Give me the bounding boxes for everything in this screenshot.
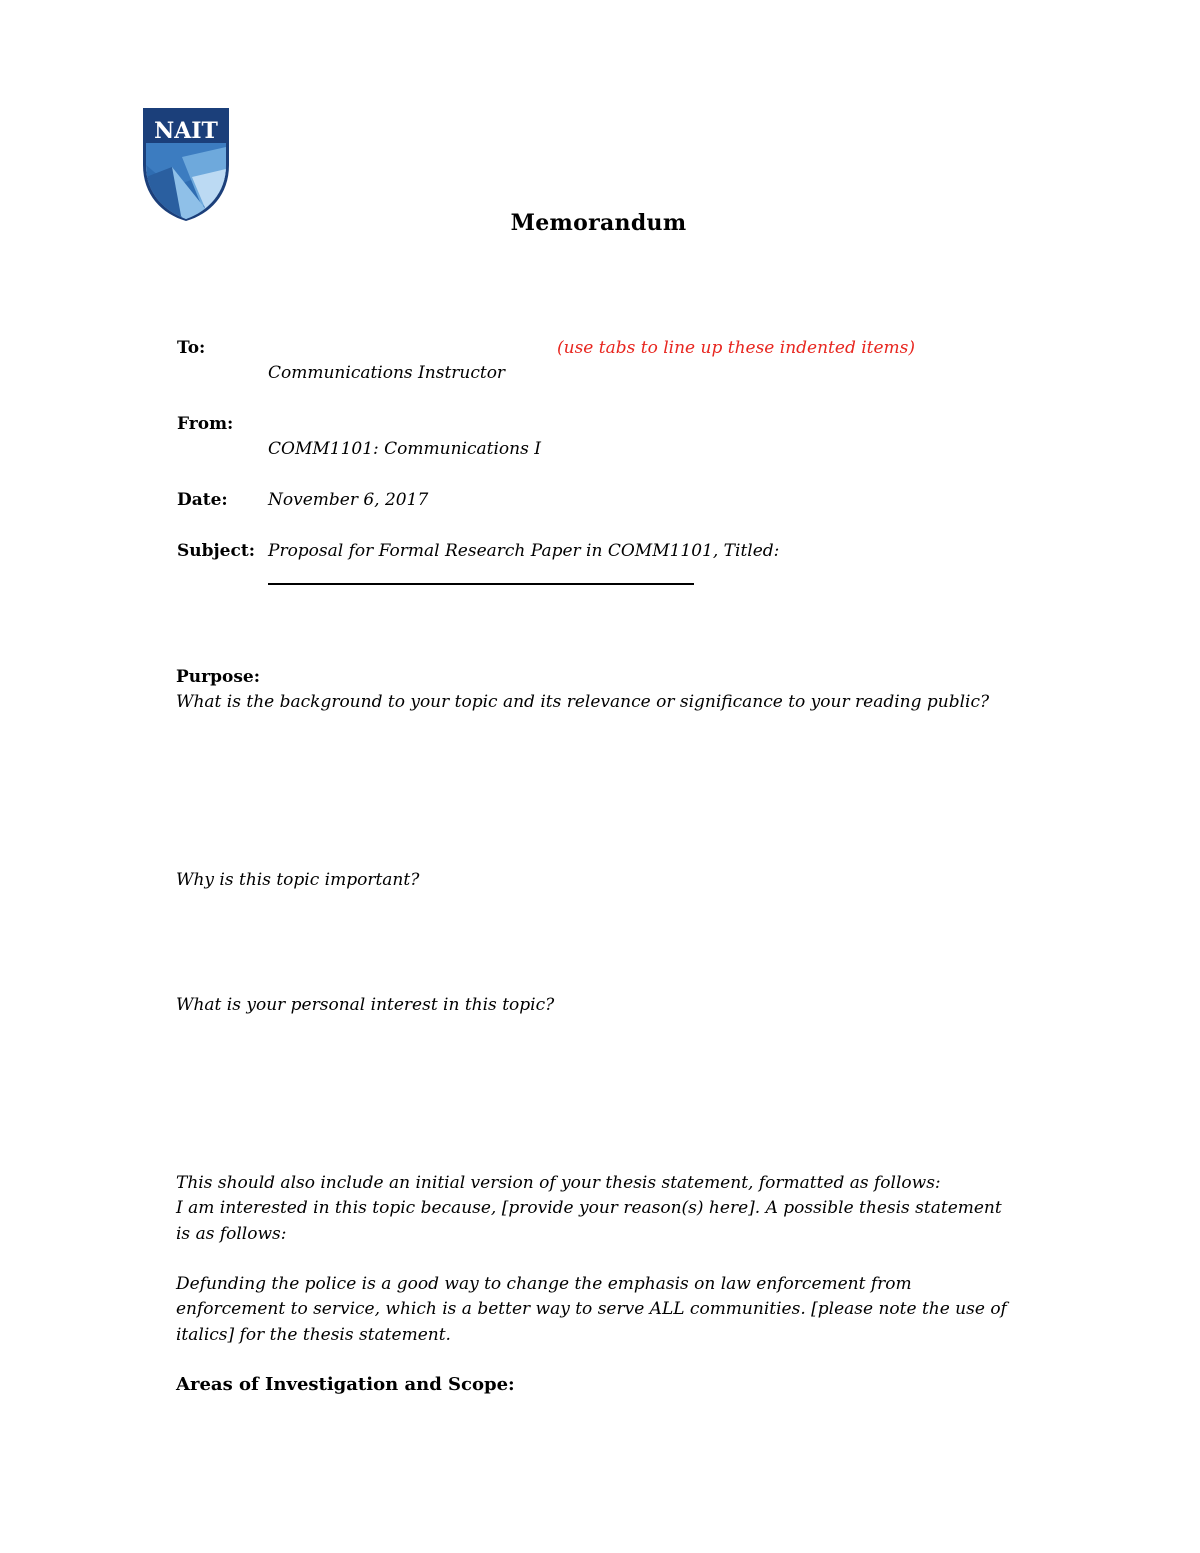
date-label: Date: bbox=[177, 490, 228, 510]
thesis-example-line: Defunding the police is a good way to change the emphasis on law enforcement from bbox=[176, 1274, 912, 1294]
logo-text: NAIT bbox=[154, 118, 218, 144]
thesis-instructions-line: is as follows: bbox=[176, 1223, 287, 1244]
thesis-example bbox=[176, 1272, 1036, 1348]
thesis-instructions-line: I am interested in this topic because, [provide your reason(s) here]. A possible thesis statement bbox=[176, 1198, 1002, 1219]
date-value: November 6, 2017 bbox=[268, 490, 429, 510]
to-value: Communications Instructor bbox=[268, 363, 506, 383]
purpose-question-importance: Why is this topic important? bbox=[176, 870, 420, 890]
thesis-instructions bbox=[176, 1171, 1036, 1247]
subject-value: Proposal for Formal Research Paper in COMM1101, Titled: bbox=[268, 541, 780, 561]
purpose-question-background: What is the background to your topic and its relevance or significance to your reading public? bbox=[176, 692, 990, 712]
purpose-question-interest: What is your personal interest in this topic? bbox=[176, 995, 555, 1015]
purpose-heading: Purpose: bbox=[176, 667, 260, 687]
thesis-example-line: italics] for the thesis statement. bbox=[176, 1324, 451, 1345]
page-title: Memorandum bbox=[510, 210, 687, 236]
thesis-instructions-line: This should also include an initial version of your thesis statement, formatted as follows: bbox=[176, 1173, 941, 1193]
to-label: To: bbox=[177, 338, 206, 358]
title-blank-line bbox=[268, 583, 694, 585]
subject-label: Subject: bbox=[177, 541, 255, 561]
nait-logo bbox=[142, 107, 230, 221]
thesis-example-line: enforcement to service, which is a better way to serve ALL communities. [please note the use of bbox=[176, 1299, 1007, 1320]
from-value: COMM1101: Communications I bbox=[268, 439, 541, 459]
areas-heading: Areas of Investigation and Scope: bbox=[176, 1374, 515, 1395]
from-label: From: bbox=[177, 414, 234, 434]
to-note: (use tabs to line up these indented items) bbox=[557, 338, 916, 358]
